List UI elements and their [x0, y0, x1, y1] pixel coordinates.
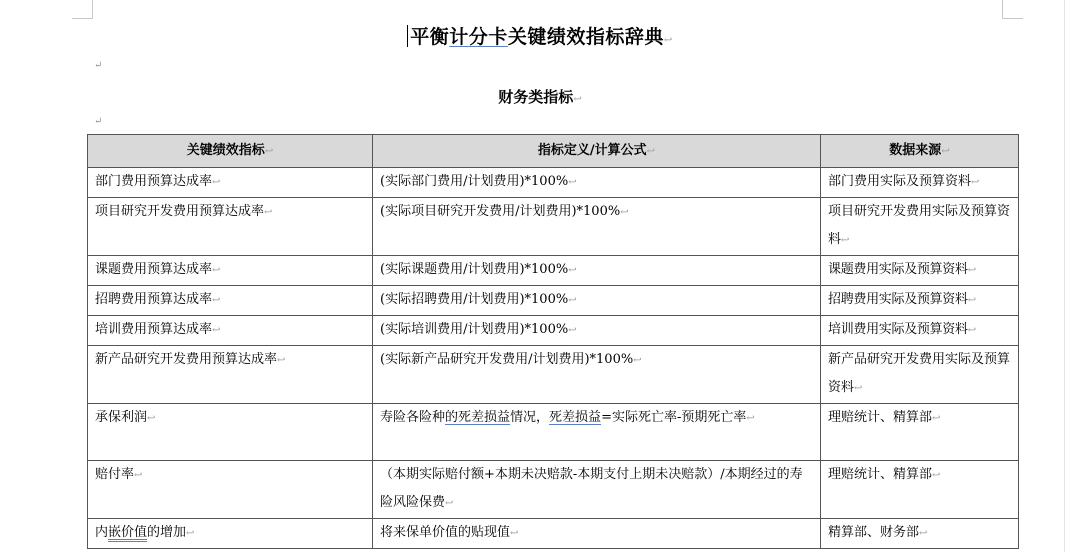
cell-end-mark: ↩: [568, 177, 577, 188]
text-cursor: [407, 25, 408, 47]
cell-end-mark: ↩: [919, 528, 928, 539]
kpi-cell[interactable]: [88, 461, 373, 519]
cell-text: (实际招聘费用/计划费用)*100%: [380, 292, 569, 307]
crop-mark-top-left: [72, 0, 93, 19]
document-title[interactable]: [0, 22, 1080, 49]
table-row: [88, 286, 1019, 316]
cell-text: 数据来源: [889, 142, 942, 158]
header-cell[interactable]: [373, 135, 821, 168]
section-title[interactable]: [0, 86, 1080, 107]
cell-end-mark: ↩: [932, 413, 941, 424]
cell-end-mark: ↩: [212, 325, 221, 336]
title-text-pre: 平衡: [410, 26, 450, 48]
cell-end-mark: ↩: [746, 413, 755, 424]
cell-end-mark: ↩: [568, 325, 577, 336]
cell-text: 新产品研究开发费用预算达成率: [95, 352, 278, 367]
table-header-row: [88, 135, 1019, 168]
formula-cell[interactable]: [373, 519, 821, 549]
header-cell[interactable]: [821, 135, 1019, 168]
source-cell[interactable]: [821, 286, 1019, 316]
cell-text: 部门费用实际及预算资料: [828, 174, 972, 189]
formula-cell[interactable]: [373, 346, 821, 404]
kpi-cell[interactable]: [88, 519, 373, 549]
table-row: [88, 461, 1019, 519]
table-row: [88, 316, 1019, 346]
cell-end-mark: ↩: [445, 498, 454, 509]
source-cell[interactable]: [821, 519, 1019, 549]
crop-mark-top-right: [1002, 0, 1023, 19]
cell-text: 培训费用预算达成率: [95, 322, 213, 337]
source-cell[interactable]: [821, 198, 1019, 256]
formula-cell[interactable]: [373, 316, 821, 346]
cell-end-mark: ↩: [967, 325, 976, 336]
cell-text: 寿险各险种: [380, 410, 446, 425]
cell-end-mark: ↩: [568, 265, 577, 276]
table-row: [88, 519, 1019, 549]
cell-end-mark: ↩: [941, 145, 950, 157]
cell-end-mark: ↩: [971, 177, 980, 188]
kpi-cell[interactable]: [88, 168, 373, 198]
cell-text: 的增加: [147, 525, 187, 540]
section-title-text: 财务类指标: [498, 88, 574, 106]
header-cell[interactable]: [88, 135, 373, 168]
cell-end-mark: ↩: [510, 528, 519, 539]
cell-text: (实际新产品研究开发费用/计划费用)*100%: [380, 352, 634, 367]
cell-text: 招聘费用预算达成率: [95, 292, 213, 307]
cell-end-mark: ↩: [967, 265, 976, 276]
cell-text: 赔付率: [95, 467, 135, 482]
cell-text: （本期实际赔付额+本期未决赔款-本期支付上期未决赔款）/本期经过的寿险风险保费: [380, 467, 803, 510]
cell-text: =实际死亡率-预期死亡率: [601, 410, 747, 425]
cell-end-mark: ↩: [212, 295, 221, 306]
cell-text: (实际项目研究开发费用/计划费用)*100%: [380, 204, 621, 219]
cell-text: 课题费用预算达成率: [95, 262, 213, 277]
cell-end-mark: ↩: [147, 413, 156, 424]
cell-text: 项目研究开发费用实际及预算资料: [828, 204, 1011, 247]
paragraph-mark: ↩: [663, 35, 673, 46]
formula-cell[interactable]: [373, 461, 821, 519]
cell-text: 指标定义/计算公式: [537, 142, 647, 158]
formula-cell[interactable]: [373, 286, 821, 316]
cell-text: (实际部门费用/计划费用)*100%: [380, 174, 569, 189]
kpi-cell[interactable]: [88, 256, 373, 286]
cell-end-mark: ↩: [932, 470, 941, 481]
cell-text: 死差损益: [549, 410, 602, 425]
cell-end-mark: ↩: [212, 177, 221, 188]
kpi-cell[interactable]: [88, 316, 373, 346]
title-text-post: 关键绩效指标辞典: [507, 26, 664, 48]
kpi-cell[interactable]: [88, 198, 373, 256]
cell-end-mark: ↩: [264, 145, 274, 157]
page-edge: [1064, 0, 1065, 552]
cell-text: 理赔统计、精算部: [828, 410, 933, 425]
cell-end-mark: ↩: [568, 295, 577, 306]
source-cell[interactable]: [821, 404, 1019, 461]
cell-text: (实际课题费用/计划费用)*100%: [380, 262, 569, 277]
table-row: [88, 168, 1019, 198]
kpi-table[interactable]: [87, 134, 1019, 549]
cell-text: (实际培训费用/计划费用)*100%: [380, 322, 569, 337]
cell-end-mark: ↩: [646, 145, 656, 157]
cell-end-mark: ↩: [633, 355, 642, 366]
table-row: [88, 256, 1019, 286]
cell-text: 理赔统计、精算部: [828, 467, 933, 482]
cell-end-mark: ↩: [186, 528, 195, 539]
cell-text: 招聘费用实际及预算资料: [828, 292, 968, 307]
cell-end-mark: ↩: [277, 355, 286, 366]
paragraph-mark: ↩: [573, 94, 582, 105]
formula-cell[interactable]: [373, 198, 821, 256]
cell-text: 的死差损益: [445, 410, 511, 425]
cell-text: 将来保单价值的贴现值: [380, 525, 511, 540]
cell-end-mark: ↩: [967, 295, 976, 306]
cell-end-mark: ↩: [264, 207, 273, 218]
kpi-cell[interactable]: [88, 346, 373, 404]
cell-end-mark: ↩: [134, 470, 143, 481]
cell-end-mark: ↩: [854, 383, 863, 394]
source-cell[interactable]: [821, 346, 1019, 404]
cell-text: 情况，: [510, 410, 550, 425]
cell-text: 课题费用实际及预算资料: [828, 262, 968, 277]
cell-text: 培训费用实际及预算资料: [828, 322, 968, 337]
cell-text: 承保利润: [95, 410, 148, 425]
empty-paragraph-mark: ↵: [94, 60, 103, 71]
kpi-cell[interactable]: [88, 404, 373, 461]
table-row: [88, 346, 1019, 404]
cell-text: 关键绩效指标: [186, 142, 265, 158]
source-cell[interactable]: [821, 316, 1019, 346]
cell-end-mark: ↩: [212, 265, 221, 276]
title-text-underlined: 计分卡: [449, 26, 508, 48]
formula-cell[interactable]: [373, 256, 821, 286]
kpi-cell[interactable]: [88, 286, 373, 316]
cell-text: 新产品研究开发费用实际及预算资料: [828, 352, 1011, 395]
cell-text: 嵌价值: [108, 525, 148, 540]
cell-end-mark: ↩: [841, 235, 850, 246]
source-cell[interactable]: [821, 168, 1019, 198]
cell-text: 项目研究开发费用预算达成率: [95, 204, 265, 219]
source-cell[interactable]: [821, 256, 1019, 286]
cell-text: 部门费用预算达成率: [95, 174, 213, 189]
table-row: [88, 198, 1019, 256]
formula-cell[interactable]: [373, 404, 821, 461]
source-cell[interactable]: [821, 461, 1019, 519]
empty-paragraph-mark: ↵: [94, 116, 103, 127]
table-row: [88, 404, 1019, 461]
cell-text: 精算部、财务部: [828, 525, 920, 540]
formula-cell[interactable]: [373, 168, 821, 198]
cell-text: 内: [95, 525, 109, 540]
cell-end-mark: ↩: [620, 207, 629, 218]
